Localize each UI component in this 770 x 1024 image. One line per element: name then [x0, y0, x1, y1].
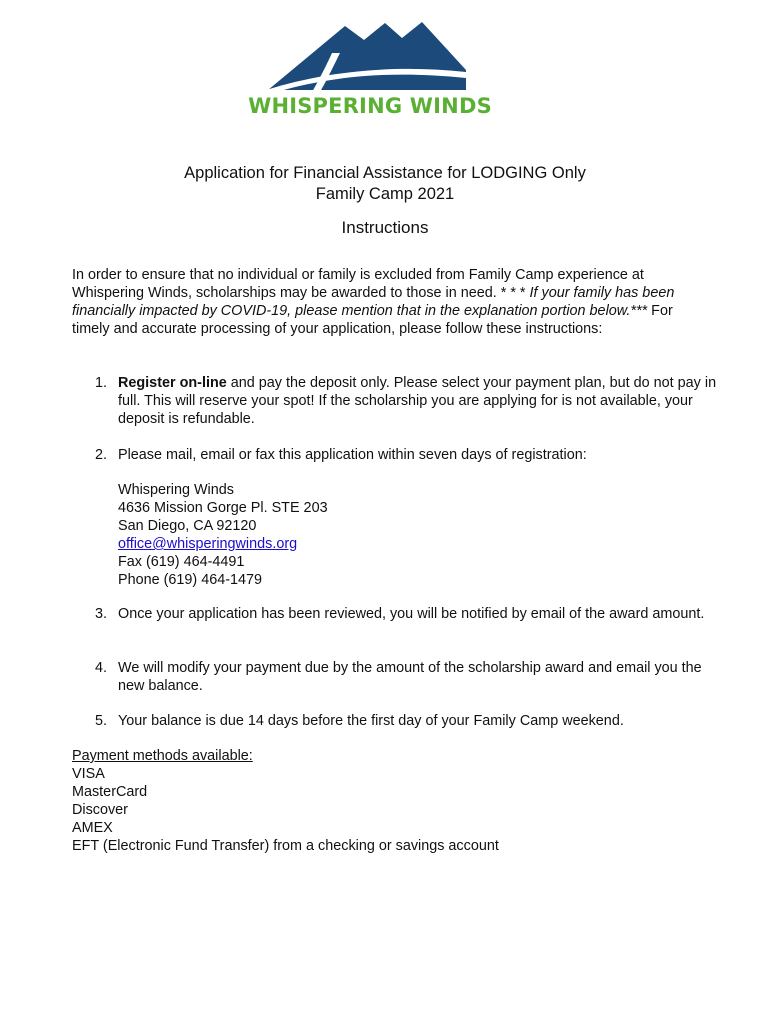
step-text: We will modify your payment due by the amount of the scholarship award and email you the new balance. [118, 660, 702, 694]
payment-method-item: EFT (Electronic Fund Transfer) from a checking or savings account [72, 838, 499, 854]
payment-method-item: AMEX [72, 820, 113, 836]
register-online-text: Register on-line [118, 375, 227, 391]
step-number: 3. [95, 606, 108, 622]
payment-method-item: VISA [72, 766, 105, 782]
step-text [118, 374, 718, 428]
mailing-address [118, 481, 328, 589]
intro-text-start: In order to ensure that no individual or family is excluded from Family Camp experience at Whispering Winds, scholarships may be awarded to those in need. * * * [72, 267, 644, 301]
step-number: 2. [95, 447, 108, 463]
email-link[interactable]: office@whisperingwinds.org [118, 536, 298, 552]
intro-covid-note: If your family has been financially impacted by COVID-19, please mention that in the explanation portion below.*** [72, 285, 675, 319]
intro-text-end: For timely and accurate processing of your application, please follow these instructions: [72, 303, 673, 337]
whispering-winds-logo [240, 18, 500, 118]
page-title-year: Family Camp 2021 [315, 185, 455, 203]
step-text: Please mail, email or fax this application within seven days of registration: [118, 447, 587, 463]
logo-text: WHISPERING WINDS [248, 94, 492, 118]
step-number: 1. [95, 375, 108, 391]
intro-paragraph [72, 266, 712, 338]
payment-methods [72, 747, 499, 855]
address-street: 4636 Mission Gorge Pl. STE 203 [118, 500, 328, 516]
mountain-logo-icon [240, 18, 500, 98]
phone-number: Phone (619) 464-1479 [118, 572, 263, 588]
fax-number: Fax (619) 464-4491 [118, 554, 245, 570]
payment-method-item: MasterCard [72, 784, 148, 800]
step-text: Your balance is due 14 days before the first day of your Family Camp weekend. [118, 713, 624, 729]
page-title: Application for Financial Assistance for LODGING Only [184, 164, 586, 182]
step-number: 5. [95, 713, 108, 729]
address-name: Whispering Winds [118, 482, 234, 498]
payment-methods-heading: Payment methods available: [72, 748, 253, 764]
instructions-heading: Instructions [341, 218, 429, 237]
address-city: San Diego, CA 92120 [118, 518, 257, 534]
step-1-text: and pay the deposit only. Please select your payment plan, but do not pay in full. This will reserve your spot! If the scholarship you are applying for is not available, your deposit is refundable. [118, 375, 717, 427]
payment-method-item: Discover [72, 802, 128, 818]
step-text: Once your application has been reviewed, you will be notified by email of the award amount. [118, 606, 705, 622]
step-number: 4. [95, 660, 108, 676]
